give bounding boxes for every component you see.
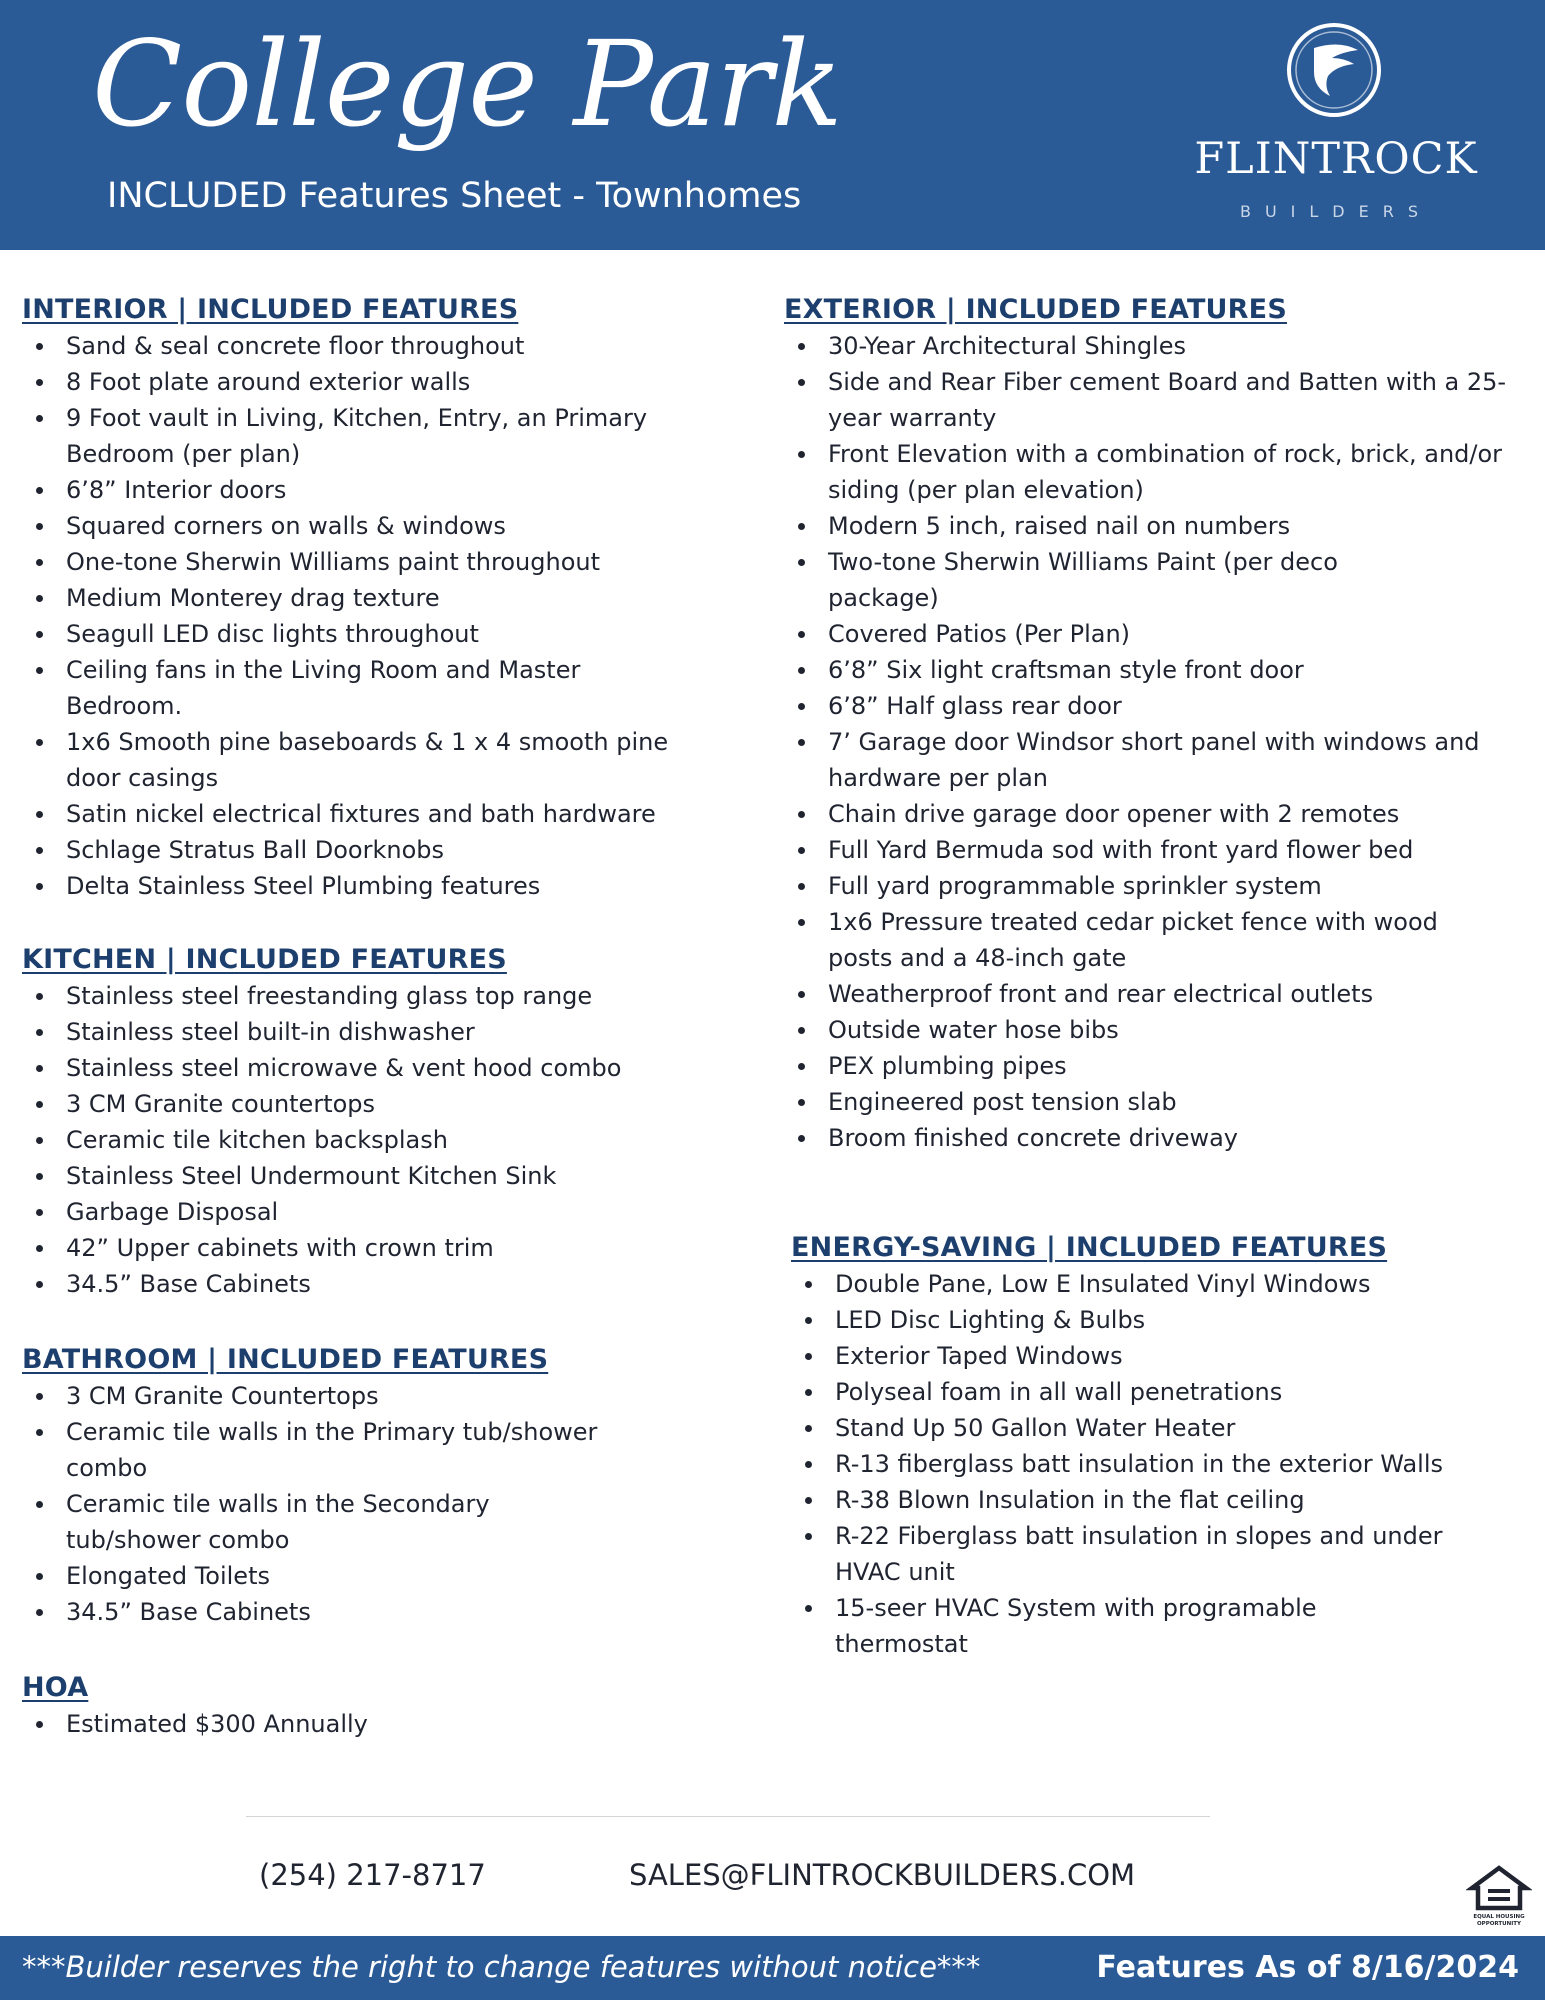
list-item: Schlage Stratus Ball Doorknobs	[66, 832, 742, 868]
list-item: Stainless steel built-in dishwasher	[66, 1014, 742, 1050]
list-item: 8 Foot plate around exterior walls	[66, 364, 742, 400]
exterior-heading: EXTERIOR | INCLUDED FEATURES	[784, 294, 1287, 325]
logo-subtext: BUILDERS	[1239, 202, 1433, 221]
list-item: 34.5” Base Cabinets	[66, 1266, 742, 1302]
list-item: 42” Upper cabinets with crown trim	[66, 1230, 742, 1266]
energy-saving-section	[791, 1230, 1531, 1662]
list-item: Delta Stainless Steel Plumbing features	[66, 868, 742, 904]
list-item: PEX plumbing pipes	[828, 1048, 1524, 1084]
list-item: 7’ Garage door Windsor short panel with windows and hardware per plan	[828, 724, 1508, 796]
features-as-of-date: Features As of 8/16/2024	[1096, 1950, 1519, 1985]
list-item: Seagull LED disc lights throughout	[66, 616, 742, 652]
list-item: Exterior Taped Windows	[835, 1338, 1531, 1374]
list-item: Ceiling fans in the Living Room and Master Bedroom.	[66, 652, 686, 724]
bathroom-heading: BATHROOM | INCLUDED FEATURES	[22, 1344, 549, 1375]
interior-list	[22, 328, 742, 904]
kitchen-heading: KITCHEN | INCLUDED FEATURES	[22, 944, 507, 975]
logo-wordmark: FLINTROCK	[1194, 134, 1478, 184]
bathroom-list	[22, 1378, 742, 1630]
footer-divider	[246, 1816, 1210, 1817]
exterior-list	[784, 328, 1524, 1156]
list-item: 9 Foot vault in Living, Kitchen, Entry, an Primary Bedroom (per plan)	[66, 400, 686, 472]
list-item: R-38 Blown Insulation in the flat ceiling	[835, 1482, 1531, 1518]
equal-housing-opportunity-icon	[1466, 1862, 1532, 1928]
list-item: R-13 fiberglass batt insulation in the exterior Walls	[835, 1446, 1531, 1482]
list-item: LED Disc Lighting & Bulbs	[835, 1302, 1531, 1338]
list-item: Full yard programmable sprinkler system	[828, 868, 1524, 904]
list-item: Engineered post tension slab	[828, 1084, 1524, 1120]
list-item: 6’8” Half glass rear door	[828, 688, 1524, 724]
list-item: Two-tone Sherwin Williams Paint (per deco package)	[828, 544, 1428, 616]
energy-saving-heading: ENERGY-SAVING | INCLUDED FEATURES	[791, 1232, 1388, 1263]
list-item: Medium Monterey drag texture	[66, 580, 742, 616]
list-item: 1x6 Pressure treated cedar picket fence with wood posts and a 48-inch gate	[828, 904, 1508, 976]
footer-banner	[0, 1936, 1545, 2000]
list-item: 34.5” Base Cabinets	[66, 1594, 742, 1630]
list-item: Modern 5 inch, raised nail on numbers	[828, 508, 1524, 544]
page-title: College Park	[92, 15, 842, 153]
list-item: 3 CM Granite Countertops	[66, 1378, 742, 1414]
list-item: Chain drive garage door opener with 2 remotes	[828, 796, 1524, 832]
list-item: 6’8” Six light craftsman style front door	[828, 652, 1524, 688]
list-item: Full Yard Bermuda sod with front yard flower bed	[828, 832, 1524, 868]
list-item: Weatherproof front and rear electrical outlets	[828, 976, 1524, 1012]
list-item: Garbage Disposal	[66, 1194, 742, 1230]
kitchen-list	[22, 978, 742, 1302]
kitchen-section	[22, 942, 742, 1302]
list-item: 15-seer HVAC System with programable thermostat	[835, 1590, 1415, 1662]
list-item: Estimated $300 Annually	[66, 1706, 742, 1742]
list-item: Squared corners on walls & windows	[66, 508, 742, 544]
list-item: Satin nickel electrical fixtures and bath hardware	[66, 796, 742, 832]
list-item: Stainless steel microwave & vent hood combo	[66, 1050, 742, 1086]
list-item: Front Elevation with a combination of rock, brick, and/or siding (per plan elevation)	[828, 436, 1508, 508]
footer-disclaimer: ***Builder reserves the right to change features without notice***	[22, 1950, 981, 1984]
hoa-list	[22, 1706, 742, 1742]
list-item: R-22 Fiberglass batt insulation in slopes and under HVAC unit	[835, 1518, 1515, 1590]
interior-section	[22, 292, 742, 904]
list-item: 6’8” Interior doors	[66, 472, 742, 508]
list-item: One-tone Sherwin Williams paint throughout	[66, 544, 742, 580]
list-item: Double Pane, Low E Insulated Vinyl Windows	[835, 1266, 1531, 1302]
list-item: Ceramic tile walls in the Primary tub/shower combo	[66, 1414, 676, 1486]
list-item: Side and Rear Fiber cement Board and Batten with a 25-year warranty	[828, 364, 1508, 436]
list-item: Ceramic tile walls in the Secondary tub/shower combo	[66, 1486, 586, 1558]
list-item: Outside water hose bibs	[828, 1012, 1524, 1048]
list-item: Stainless steel freestanding glass top range	[66, 978, 742, 1014]
bathroom-section	[22, 1342, 742, 1630]
page-subtitle: INCLUDED Features Sheet - Townhomes	[107, 176, 802, 216]
interior-heading: INTERIOR | INCLUDED FEATURES	[22, 294, 519, 325]
exterior-section	[784, 292, 1524, 1156]
svg-text:EQUAL HOUSING: EQUAL HOUSING	[1473, 1914, 1525, 1920]
hoa-section	[22, 1670, 742, 1742]
hoa-heading: HOA	[22, 1672, 89, 1703]
contact-phone[interactable]: (254) 217-8717	[259, 1858, 486, 1892]
energy-saving-list	[791, 1266, 1531, 1662]
contact-email[interactable]: SALES@FLINTROCKBUILDERS.COM	[629, 1858, 1136, 1892]
list-item: 30-Year Architectural Shingles	[828, 328, 1524, 364]
list-item: 3 CM Granite countertops	[66, 1086, 742, 1122]
header-banner	[0, 0, 1545, 250]
list-item: Elongated Toilets	[66, 1558, 742, 1594]
list-item: Polyseal foam in all wall penetrations	[835, 1374, 1531, 1410]
list-item: Broom finished concrete driveway	[828, 1120, 1524, 1156]
svg-text:OPPORTUNITY: OPPORTUNITY	[1476, 1921, 1522, 1927]
list-item: Ceramic tile kitchen backsplash	[66, 1122, 742, 1158]
list-item: Covered Patios (Per Plan)	[828, 616, 1524, 652]
flintrock-logo-icon	[1284, 20, 1384, 120]
list-item: Sand & seal concrete floor throughout	[66, 328, 742, 364]
list-item: Stainless Steel Undermount Kitchen Sink	[66, 1158, 742, 1194]
list-item: 1x6 Smooth pine baseboards & 1 x 4 smooth pine door casings	[66, 724, 706, 796]
list-item: Stand Up 50 Gallon Water Heater	[835, 1410, 1531, 1446]
